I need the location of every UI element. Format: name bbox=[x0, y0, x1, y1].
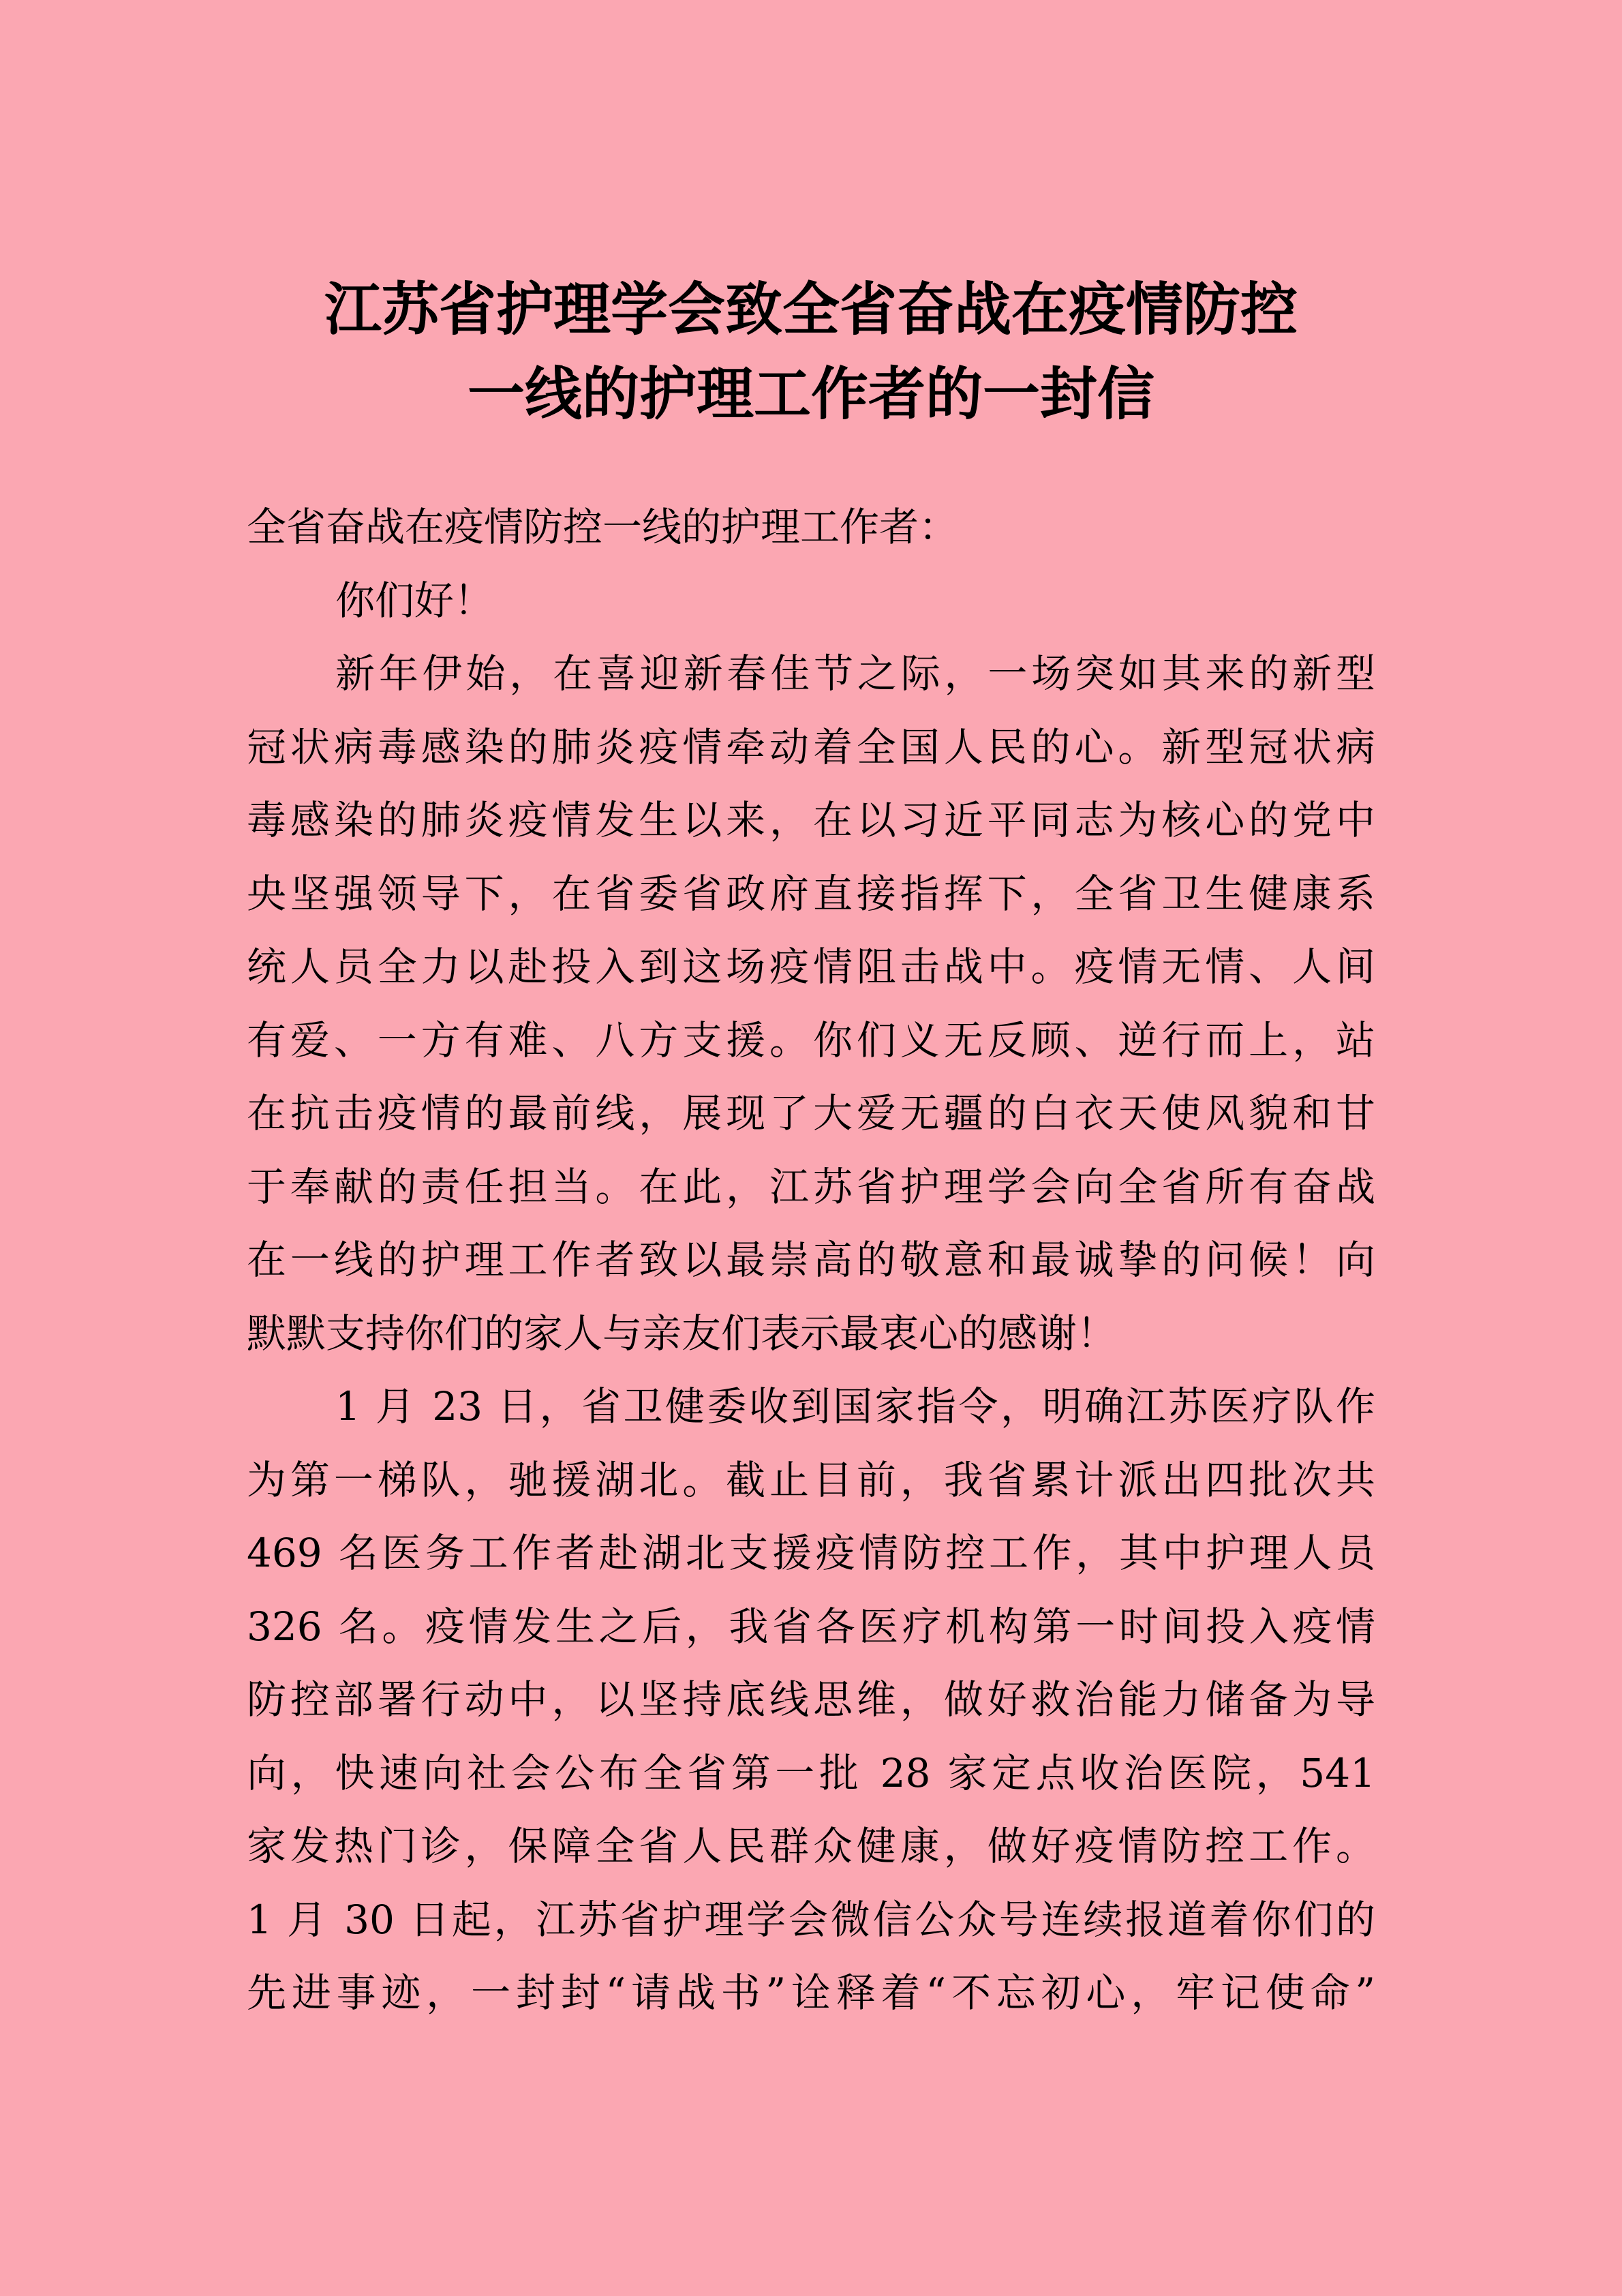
paragraph-line: 1 月 23 日，省卫健委收到国家指令，明确江苏医疗队作 bbox=[335, 1383, 1375, 1430]
paragraph-line: 家发热门诊，保障全省人民群众健康，做好疫情防控工作。 bbox=[247, 1823, 1375, 1869]
letter-body bbox=[247, 491, 1375, 2030]
title-line-2: 一线的护理工作者的一封信 bbox=[467, 361, 1154, 427]
paragraph-line: 469 名医务工作者赴湖北支援疫情防控工作，其中护理人员 bbox=[247, 1530, 1375, 1576]
title-line-1: 江苏省护理学会致全省奋战在疫情防控 bbox=[324, 276, 1298, 343]
paragraph-line: 防控部署行动中，以坚持底线思维，做好救治能力储备为导 bbox=[247, 1676, 1375, 1723]
paragraph-line: 冠状病毒感染的肺炎疫情牵动着全国人民的心。新型冠状病 bbox=[247, 723, 1375, 770]
paragraph-line: 在一线的护理工作者致以最崇高的敬意和最诚挚的问候！向 bbox=[247, 1237, 1375, 1283]
paragraph-line: 有爱、一方有难、八方支援。你们义无反顾、逆行而上，站 bbox=[247, 1016, 1375, 1063]
greeting: 你们好！ bbox=[335, 577, 494, 624]
paragraph-line: 央坚强领导下，在省委省政府直接指挥下，全省卫生健康系 bbox=[247, 870, 1375, 917]
document-title bbox=[245, 267, 1377, 436]
salutation: 全省奋战在疫情防控一线的护理工作者： bbox=[247, 504, 959, 550]
paragraph-line: 统人员全力以赴投入到这场疫情阻击战中。疫情无情、人间 bbox=[247, 943, 1375, 990]
paragraph-line: 新年伊始，在喜迎新春佳节之际，一场突如其来的新型 bbox=[335, 650, 1375, 697]
paragraph-line: 先进事迹，一封封“请战书”诠释着“不忘初心，牢记使命” bbox=[247, 1969, 1375, 2016]
paragraph-line: 向，快速向社会公布全省第一批 28 家定点收治医院，541 bbox=[247, 1749, 1375, 1796]
paragraph-line: 326 名。疫情发生之后，我省各医疗机构第一时间投入疫情 bbox=[247, 1603, 1375, 1650]
paragraph-line: 于奉献的责任担当。在此，江苏省护理学会向全省所有奋战 bbox=[247, 1163, 1375, 1210]
paragraph-line: 在抗击疫情的最前线，展现了大爱无疆的白衣天使风貌和甘 bbox=[247, 1090, 1375, 1136]
paragraph-line: 1 月 30 日起，江苏省护理学会微信公众号连续报道着你们的 bbox=[247, 1896, 1375, 1943]
paragraph-line: 默默支持你们的家人与亲友们表示最衷心的感谢！ bbox=[247, 1310, 1117, 1357]
paragraph-line: 毒感染的肺炎疫情发生以来，在以习近平同志为核心的党中 bbox=[247, 797, 1375, 843]
paragraph-line: 为第一梯队，驰援湖北。截止目前，我省累计派出四批次共 bbox=[247, 1456, 1375, 1503]
